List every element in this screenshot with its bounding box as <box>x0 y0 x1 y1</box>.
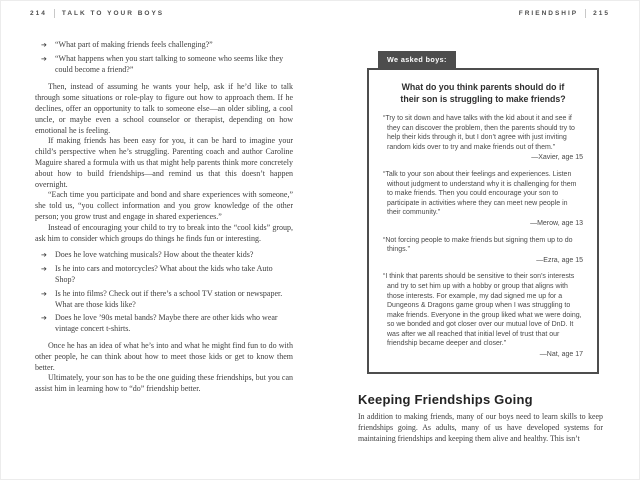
section-body-paragraph: In addition to making friends, many of our boys need to learn skills to keep friendships going. As adults, many of us have developed systems for maintaining friendships and keeping them alive and healthy. This isn’t <box>358 412 603 444</box>
running-head-right-title: FRIENDSHIP <box>518 10 579 17</box>
quote-text: “I think that parents should be sensitive to their son’s interests and try to set him up with a hobby or group that aligns with those interests. For example, my dad signed me up for a Dungeons & Dragons game group when I was struggling to make friends. Everyone in the group liked what we were doing, so we bonded and got closer over our mutual love of DnD. It was after we all reached that initial level of trust that our friendship became deeper and closer.” <box>383 273 582 348</box>
quote-attribution: —Ezra, age 15 <box>536 256 583 264</box>
quote-text: “Not forcing people to make friends but signing them up to do things.” <box>383 236 573 254</box>
arrow-bullet-icon: ➔ <box>41 41 47 49</box>
paragraph: Then, instead of assuming he wants your help, ask if he’d like to talk through some situations or role-play to figure out how to approach them. If he declines, offer an opportunity to talk to someone else—an older sibling, a cool uncle, or maybe even a school counselor or therapist, depending on how emotional he is feeling. <box>35 82 293 135</box>
bullet-text: “What part of making friends feels challenging?” <box>55 40 213 49</box>
list-item <box>41 289 293 311</box>
paragraph: Instead of encouraging your child to try to break into the “cool kids” group, ask him to consider which groups do things he finds fun or interesting. <box>35 222 293 243</box>
paragraph-group <box>35 341 293 395</box>
paragraph-group <box>35 82 293 244</box>
quote-attribution: —Merow, age 13 <box>530 219 583 227</box>
running-head-divider <box>585 9 586 18</box>
arrow-bullet-icon: ➔ <box>41 289 47 298</box>
list-item <box>41 313 293 335</box>
quote-attribution: —Nat, age 17 <box>539 351 583 359</box>
page-number-right: 215 <box>593 10 610 17</box>
quote-block <box>383 114 583 163</box>
bullet-text: Is he into cars and motorcycles? What about the kids who take Auto Shop? <box>55 264 273 284</box>
quote-block <box>383 170 583 229</box>
callout-box <box>367 68 599 374</box>
left-page-body <box>35 40 293 395</box>
paragraph: Ultimately, your son has to be the one guiding these friendships, but you can assist him in learning how to “do” friendship better. <box>35 373 293 394</box>
section-heading: Keeping Friendships Going <box>358 392 533 407</box>
arrow-bullet-icon: ➔ <box>41 314 47 323</box>
paragraph: “Each time you participate and bond and share experiences with someone,” she told us, “you collect information and you grow knowledge of the other person; you grow trust and engage in shared experiences.” <box>35 190 293 221</box>
running-head-right <box>519 9 610 18</box>
list-item <box>41 40 293 51</box>
running-head-left-title: TALK TO YOUR BOYS <box>61 10 165 17</box>
paragraph: Once he has an idea of what he’s into and what he might find fun to do with other people, he can think about how to meet those kids or get to know them better. <box>35 340 293 372</box>
callout-tab-label: We asked boys: <box>378 51 456 68</box>
paragraph: If making friends has been easy for you, it can be hard to imagine your child’s perspective when he’s struggling. Parenting coach and author Caroline Maguire shared a formula with us that might help parents think more concretely about how to build friendships—and remind us that this doesn’t happen overnight. <box>35 136 293 189</box>
arrow-bullet-icon: ➔ <box>41 265 47 274</box>
bullet-text: Does he love ’90s metal bands? Maybe there are other kids who wear vintage concert t-shirts. <box>55 313 278 334</box>
running-head-left <box>30 9 164 18</box>
bullet-text: Does he love watching musicals? How about the theater kids? <box>55 250 254 260</box>
page-number-left: 214 <box>30 10 47 17</box>
quote-attribution: —Xavier, age 15 <box>531 154 583 162</box>
bullet-text: Is he into films? Check out if there’s a school TV station or newspaper. What are those kids like? <box>55 288 283 309</box>
arrow-bullet-icon: ➔ <box>41 251 47 260</box>
quote-block <box>383 272 583 359</box>
running-head-divider <box>54 9 55 18</box>
arrow-bullet-icon: ➔ <box>41 54 47 63</box>
list-item <box>41 250 293 261</box>
bullet-list-mid <box>41 250 293 335</box>
quote-text: “Try to sit down and have talks with the kid about it and see if they can discover the problem, then the parents should try to help their kids through it, but I don’t agree with just inviting random kids over to try and make friends out of them.” <box>383 115 575 151</box>
quote-block <box>383 236 583 266</box>
list-item <box>41 54 293 76</box>
callout-question: What do you think parents should do if their son is struggling to make friends? <box>400 82 566 104</box>
quote-text: “Talk to your son about their feelings and experiences. Listen without judgment to understand why it is challenging for them to make friends. Then you could encourage your son to participate in activities where they can meet new people in their community.” <box>383 170 577 217</box>
bullet-text: “What happens when you start talking to someone who seems like they could become a friend?” <box>55 53 284 74</box>
bullet-list-top <box>41 40 293 75</box>
list-item <box>41 264 293 286</box>
